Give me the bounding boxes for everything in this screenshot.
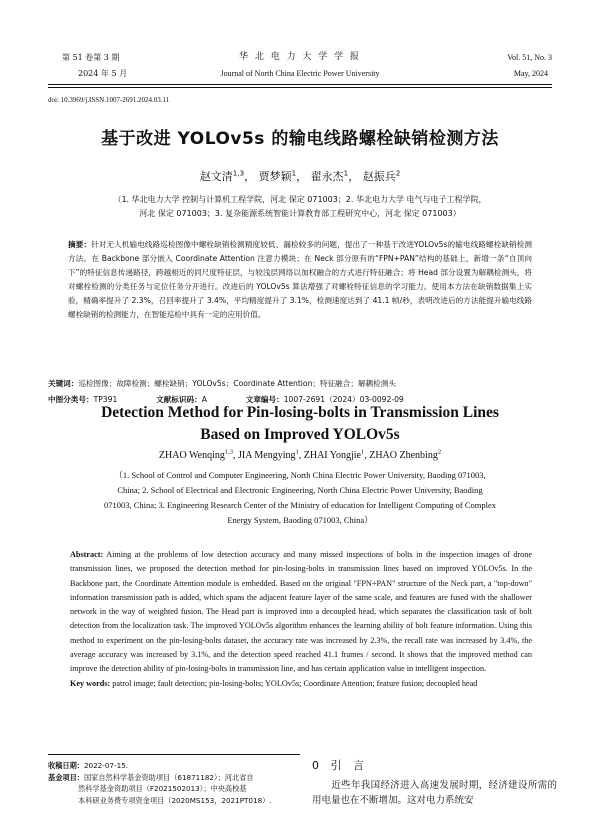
abstract-cn <box>68 238 532 322</box>
authors-cn: 赵文清$^{1,3}$， 贾梦颖$^1$， 翟永杰$^1$， 赵振兵$^2$ <box>199 168 401 183</box>
abstract-cn-label: 摘要： <box>68 240 92 249</box>
footnote: 收稿日期：2022-07-15. 基金项目：国家自然科学基金资助项目（61871182）；河北省自 然科学基金资助项目（F2021502013）；中央高校基 本科研业务费专项资金项目（2020MS153，2021PT018）. <box>48 761 272 805</box>
header-date: 2024 年 5 月 <box>78 69 128 78</box>
header-rule-thin <box>48 87 552 88</box>
intro-text: 近些年我国经济进入高速发展时期，经济建设所需的用电量也在不断增加。这对电力系统安 <box>312 780 557 806</box>
author-cn: 赵振兵 <box>362 170 396 183</box>
journal-title-cn: 华 北 电 力 大 学 学 报 <box>238 52 362 62</box>
abstract-en: Abstract: Aiming at the problems of low detection accuracy and many missed inspections of bolts in the inspection images of drone transmission lines, we proposed the detection method for pin-losing-bolts in transmission lines based on improved YOLOv5s. In the Backbone part, the Coordinate Attention module is embedded. Based on the original "FPN+PAN" structure of the Neck part, a "top-down" information transmission path is added, which spans the adjacent feature layer of the same scale, and features are fused with the shallower network in the way of weighted fusion. The Head part is improved into a decoupled head, which separates the classification task of bolt detection from the localization task. The improved YOLOv5s algorithm enhances the learning ability of bolt feature information. Using this method to experiment on the pin-losing-bolts dataset, the accuracy rate was increased by 2.3%, the recall rate was increased by 3.4%, the average accuracy was increased by 3.1%, and the detection speed reached 41.1 frames / second. It shows that the improved method can improve the detection ability of pin-losing-bolts in transmission line, and has certain application value in intelligent inspection. Key words: patrol image; fault detection; pin-losing-bolts; YOLOv5s; Coordinate Attention; feature fusion; decoupled head <box>70 550 532 688</box>
keywords-cn: 关键词：巡检图像；故障检测；螺栓缺销；YOLOv5s；Coordinate Attention；特征融合；解耦检测头 <box>48 379 396 388</box>
footnote-rule <box>48 754 300 755</box>
affiliation-en: （1. School of Control and Computer Engineering, North China Electric Power University, Baoding 071003, China; 2. School of Electrical and Electronic Engineering, North China Electric Power University, Baoding 071003, China; 3. Engineering Research Center of the Ministry of education for Intelligent Computing of Complex Energy System, Baoding 071003, China） <box>103 470 497 525</box>
author-cn: 贾梦颖 <box>258 170 292 183</box>
section-heading-intro: 0 引 言 <box>312 759 368 772</box>
affiliation-cn-line: 河北 保定 071003；3. 复杂能源系统智能计算教育部工程研究中心，河北 保定 071003） <box>139 209 461 218</box>
header-volume-en: Vol. 51, No. 3 <box>507 53 552 62</box>
abstract-cn-text: 针对无人机输电线路巡检图像中螺栓缺销检测精度较低、漏检较多的问题，提出了一种基于改进YOLOv5s的输电线路螺栓缺销检测方法。在 Backbone 部分嵌入 Coordinate Attention 注意力模块；在 Neck 部分原有的“FPN+PAN”结构的基础上，新增一条“自顶向下”的特征信息传递路径，跨越相近的同尺度特征层，与较浅层网络以加权融合的方式进行特征融合；将 Head 部分设置为解耦检测头，将对螺栓检测的分类任务与定位任务分开进行。改进后的 YOLOv5s 算法增强了对螺栓特征信息的学习能力。使用本方法在缺销数据集上实验，精确率提升了 2.3%，召回率提升了 3.4%，平均精度提升了 3.1%，检测速度达到了 41.1 帧/秒，表明改进后的方法能提升输电线路螺栓缺销的检测能力，在智能巡检中具有一定的应用价值。 <box>68 240 533 319</box>
doi: doi: 10.3969/j.ISSN.1007-2691.2024.03.11 <box>48 96 170 104</box>
author-cn: 赵文清 <box>199 170 233 183</box>
journal-title-en: Journal of North China Electric Power University <box>220 69 380 78</box>
authors-en: ZHAO Wenqing$^{1,3}$, JIA Mengying$^1$, ZHAI Yongjie$^1$, ZHAO Zhenbing$^2$ <box>158 448 442 461</box>
header-date-en: May, 2024 <box>513 69 548 78</box>
author-cn: 翟永杰 <box>310 170 344 183</box>
affiliation-cn-line: （1. 华北电力大学 控制与计算机工程学院，河北 保定 071003；2. 华北电力大学 电气与电子工程学院， <box>113 195 487 204</box>
classification-cn: 中图分类号：TP391 文献标识码：A 文章编号：1007-2691（2024）03-0092-09 <box>48 395 404 404</box>
paper-title-en-line2: Based on Improved YOLOv5s <box>200 426 400 443</box>
paper-title-en-line1: Detection Method for Pin-losing-bolts in Transmission Lines <box>101 404 499 421</box>
paper-title-cn: 基于改进 YOLOv5s 的输电线路螺栓缺销检测方法 <box>101 129 499 149</box>
header-rule <box>48 84 552 85</box>
header-volume: 第 51 卷第 3 期 <box>62 53 120 62</box>
